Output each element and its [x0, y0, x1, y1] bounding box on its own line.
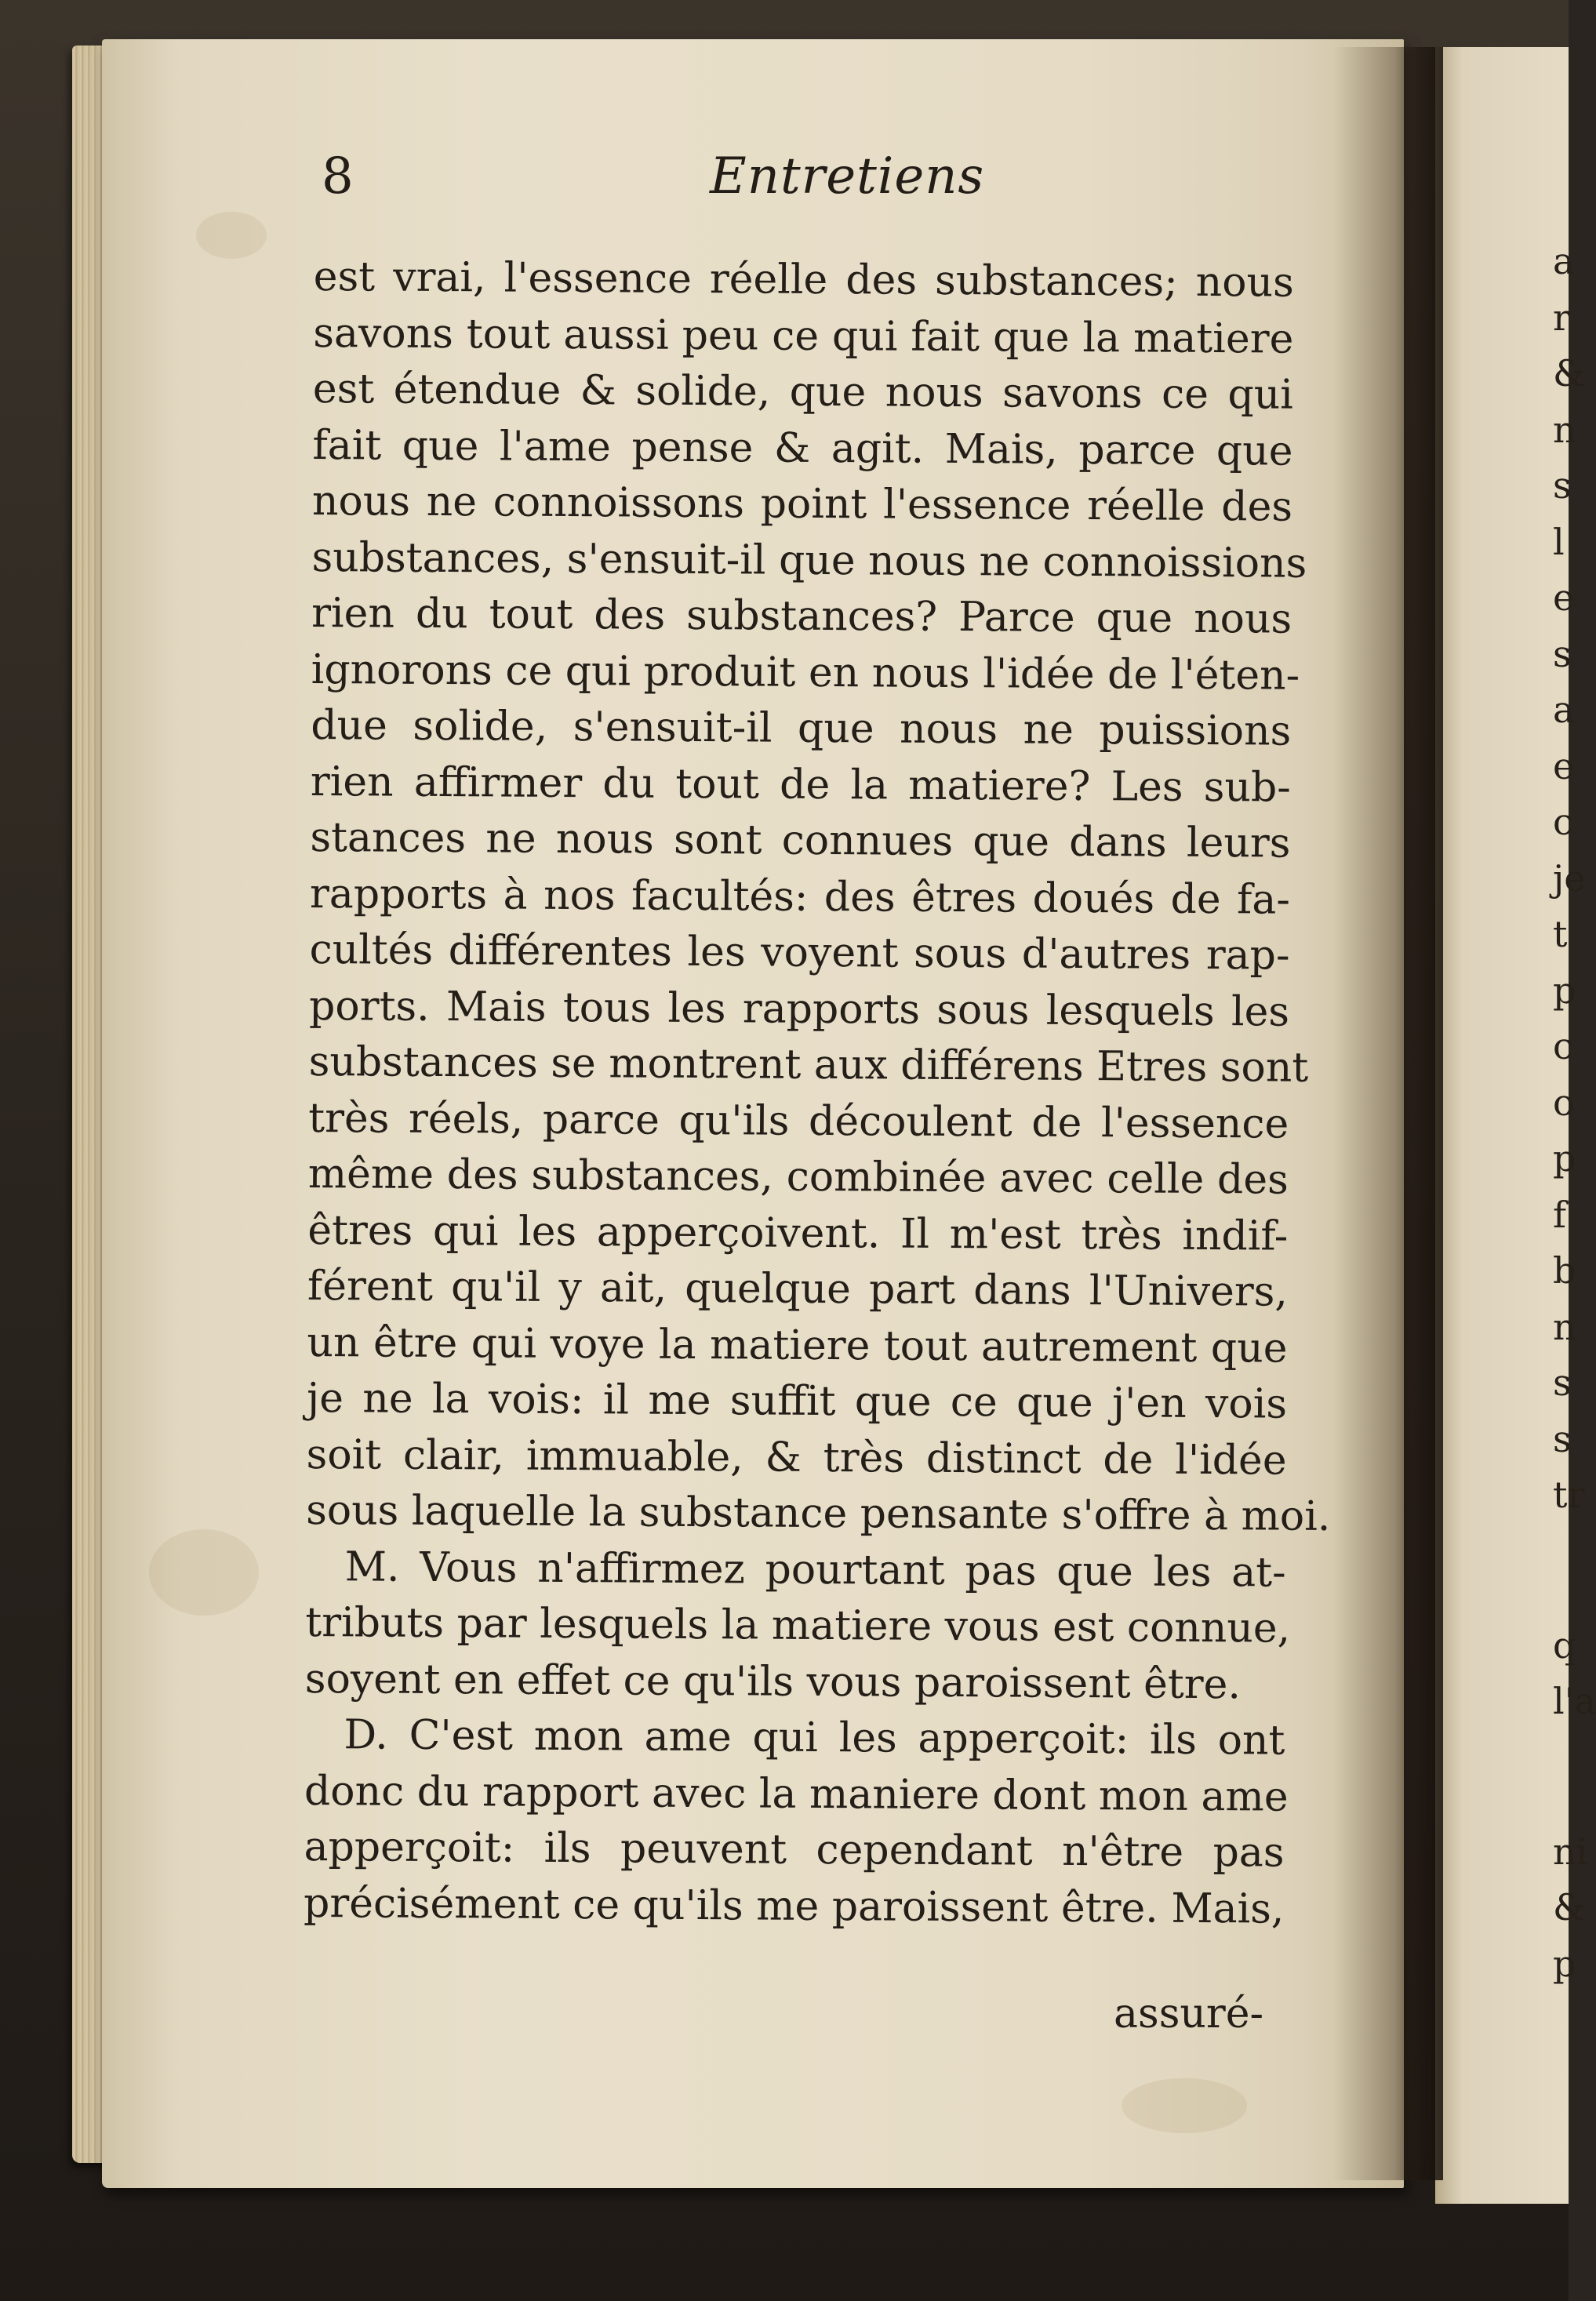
- text-line: cultés différentes les voyent sous d'autres rap-: [309, 925, 1290, 980]
- text-line: due solide, s'ensuit-il que nous ne puissions: [311, 701, 1292, 755]
- text-line: soyent en effet ce qu'ils vous paroissent être.: [304, 1655, 1242, 1708]
- facing-page-fragment: tr: [1553, 1474, 1585, 1516]
- text-line: substances se montrent aux différens Etres sont: [308, 1038, 1309, 1092]
- facing-page-fragment: s: [1553, 1361, 1572, 1404]
- facing-page-fragment: f: [1553, 1193, 1567, 1236]
- text-line: précisément ce qu'ils me paroissent être. Mais,: [303, 1879, 1285, 1933]
- text-line: sous laquelle la substance pensante s'offre à moi.: [305, 1486, 1331, 1540]
- facing-page-fragment: e: [1553, 744, 1575, 787]
- facing-page-fragment: je: [1553, 856, 1586, 900]
- facing-page-fragment: e: [1553, 576, 1575, 619]
- facing-page-fragment: o: [1553, 1081, 1575, 1124]
- facing-page-fragment: p: [1553, 1942, 1576, 1985]
- facing-page-fragment: n: [1553, 1305, 1576, 1348]
- text-line: ports. Mais tous les rapports sous lesquels les: [308, 982, 1290, 1036]
- text-line: M. Vous n'affirmez pourtant pas que les at-: [344, 1543, 1286, 1597]
- facing-page-fragment: c: [1553, 801, 1573, 843]
- facing-page-fragment: a: [1553, 689, 1575, 731]
- text-line: est étendue & solide, que nous savons ce qui: [312, 365, 1294, 419]
- facing-page-fragment: &: [1553, 352, 1585, 394]
- facing-page-fragment: s: [1553, 1417, 1572, 1460]
- text-block: [303, 249, 1331, 1938]
- facing-page-fragment: t: [1553, 913, 1568, 955]
- facing-page-fragment: c: [1553, 1025, 1573, 1067]
- text-line: apperçoit: ils peuvent cependant n'être pas: [304, 1823, 1285, 1877]
- facing-page-fragment: s: [1553, 632, 1572, 675]
- facing-page-fragment: l: [1553, 520, 1565, 563]
- facing-page-fragment: p: [1553, 969, 1576, 1012]
- text-line: ignorons ce qui produit en nous l'idée de l'éten-: [311, 645, 1300, 700]
- foxing-stain: [149, 1529, 259, 1616]
- text-line: fait que l'ame pense & agit. Mais, parce que: [312, 421, 1293, 475]
- foxing-stain: [1122, 2078, 1247, 2133]
- text-line: stances ne nous sont connues que dans leurs: [310, 813, 1291, 867]
- text-line: savons tout aussi peu ce qui fait que la matiere: [313, 309, 1294, 363]
- facing-page-fragment: n: [1553, 408, 1576, 451]
- text-line: est vrai, l'essence réelle des substances; nous: [313, 253, 1294, 307]
- text-line: soit clair, immuable, & très distinct de l'idée: [306, 1430, 1287, 1485]
- facing-page-fragment: p: [1553, 1137, 1576, 1180]
- text-line: nous ne connoissons point l'essence réelle des: [311, 477, 1293, 531]
- facing-page-fragment: q: [1553, 1623, 1576, 1667]
- text-line: rapports à nos facultés: des êtres doués de fa-: [309, 870, 1291, 924]
- facing-page: [1435, 47, 1596, 2204]
- facing-page-fragment: s: [1553, 464, 1572, 507]
- facing-page-fragment: a: [1553, 240, 1575, 282]
- text-line: rien du tout des substances? Parce que nous: [311, 589, 1292, 643]
- text-line: êtres qui les apperçoivent. Il m'est très indif-: [307, 1206, 1289, 1260]
- text-line: donc du rapport avec la maniere dont mon ame: [304, 1767, 1289, 1821]
- text-line: férent qu'il y ait, quelque part dans l'Univers,: [307, 1262, 1289, 1316]
- facing-page-fragment: ni: [1553, 1830, 1588, 1873]
- text-line: je ne la vois: il me suffit que ce que j'en vois: [306, 1374, 1288, 1428]
- text-line: substances, s'ensuit-il que nous ne connoissions: [311, 533, 1307, 587]
- facing-page-fragment: l'a: [1553, 1680, 1596, 1722]
- facing-page-fragment: &: [1553, 1886, 1585, 1928]
- catchword: assuré-: [1114, 1990, 1264, 2037]
- text-line: un être qui voye la matiere tout autrement que: [307, 1318, 1288, 1372]
- text-line: rien affirmer du tout de la matiere? Les sub-: [310, 758, 1292, 812]
- running-title: Entretiens: [710, 147, 985, 205]
- text-line: même des substances, combinée avec celle des: [307, 1150, 1289, 1204]
- page-number: 8: [322, 147, 354, 205]
- text-line: tributs par lesquels la matiere vous est connue,: [305, 1598, 1291, 1652]
- text-line: très réels, parce qu'ils découlent de l'essence: [308, 1094, 1289, 1148]
- foxing-stain: [196, 212, 267, 259]
- text-line: D. C'est mon ame qui les apperçoit: ils ont: [344, 1711, 1285, 1765]
- facing-page-fragment: r: [1553, 296, 1570, 339]
- facing-page-fragment: b: [1553, 1249, 1576, 1292]
